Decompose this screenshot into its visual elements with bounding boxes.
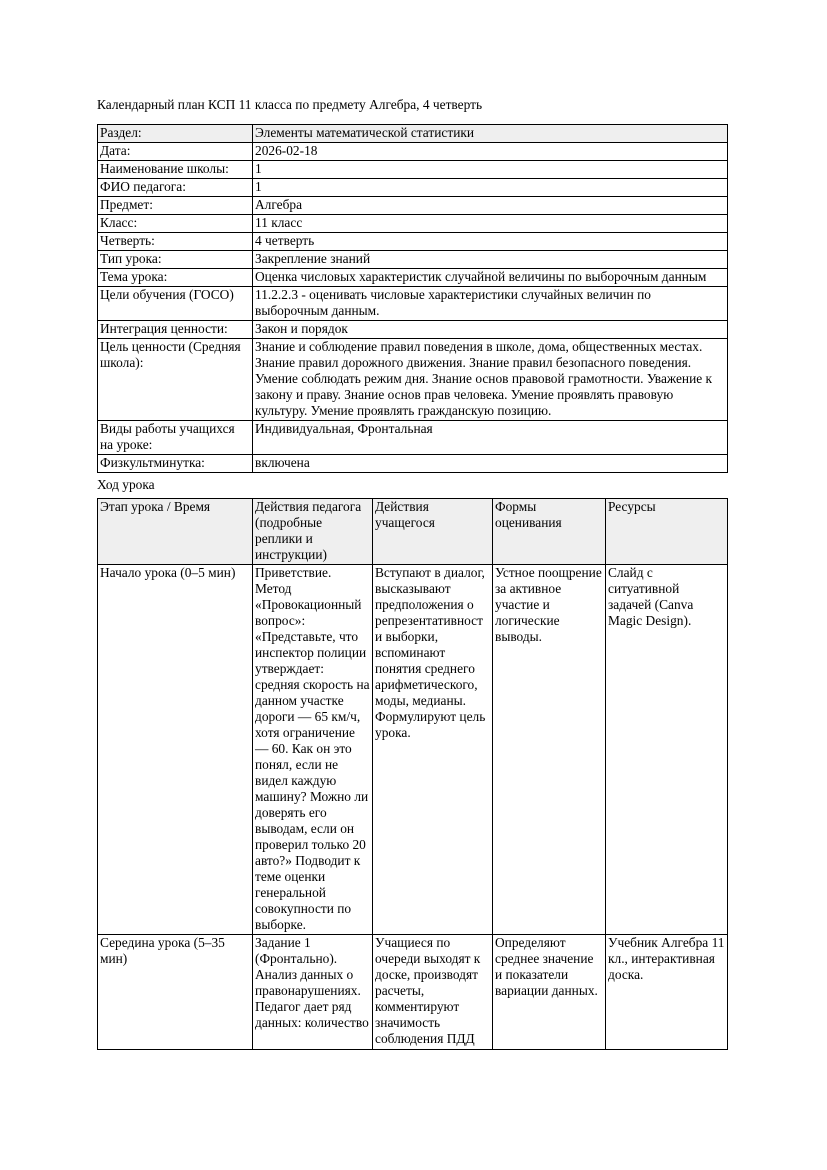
info-row — [98, 287, 728, 321]
info-label-cell: Четверть: — [98, 233, 253, 251]
info-value-cell: Алгебра — [253, 197, 728, 215]
info-label-cell: Раздел: — [98, 125, 253, 143]
column-header-teacher: Действия педагога (подробные реплики и инструкции) — [253, 499, 373, 565]
lesson-row — [98, 565, 728, 935]
info-label-cell: Цель ценности (Средняя школа): — [98, 339, 253, 421]
resources-cell: Учебник Алгебра 11 кл., интерактивная доска. — [606, 935, 728, 1050]
info-label-cell: Наименование школы: — [98, 161, 253, 179]
info-label-cell: Цели обучения (ГОСО) — [98, 287, 253, 321]
assessment-cell: Устное поощрение за активное участие и логические выводы. — [493, 565, 606, 935]
stage-cell: Начало урока (0–5 мин) — [98, 565, 253, 935]
info-label-cell: Класс: — [98, 215, 253, 233]
info-row — [98, 197, 728, 215]
info-row — [98, 421, 728, 455]
info-value-cell: 1 — [253, 179, 728, 197]
page-title: Календарный план КСП 11 класса по предмету Алгебра, 4 четверть — [97, 97, 483, 112]
lesson-row-clipped — [98, 935, 728, 1050]
info-label-cell: Виды работы учащихся на уроке: — [98, 421, 253, 455]
info-value-cell: 1 — [253, 161, 728, 179]
info-value-cell: Оценка числовых характеристик случайной величины по выборочным данным — [253, 269, 728, 287]
info-value-cell: Знание и соблюдение правил поведения в школе, дома, общественных местах. Знание правил дорожного движения. Знание правил безопасного поведения. Умение соблюдать режим дня. Знание основ правовой грамотности. Уважение к закону и праву. Знание основ прав человека. Умение проявлять правовую культуру. Умение проявлять гражданскую позицию. — [253, 339, 728, 421]
student-actions-cell: Учащиеся по очереди выходят к доске, производят расчеты, комментируют значимость соблюдения ПДД — [373, 935, 493, 1050]
column-header-stage: Этап урока / Время — [98, 499, 253, 565]
column-header-student: Действия учащегося — [373, 499, 493, 565]
info-value-cell: Закон и порядок — [253, 321, 728, 339]
info-label-cell: Тема урока: — [98, 269, 253, 287]
resources-cell: Слайд с ситуативной задачей (Canva Magic Design). — [606, 565, 728, 935]
info-label-cell: ФИО педагога: — [98, 179, 253, 197]
info-value-cell: 2026-02-18 — [253, 143, 728, 161]
info-label-cell: Тип урока: — [98, 251, 253, 269]
info-value-cell: 4 четверть — [253, 233, 728, 251]
info-label-cell: Дата: — [98, 143, 253, 161]
info-row — [98, 455, 728, 473]
info-value-cell: Индивидуальная, Фронтальная — [253, 421, 728, 455]
column-header-assessment: Формы оценивания — [493, 499, 606, 565]
info-row — [98, 233, 728, 251]
stage-cell: Середина урока (5–35 мин) — [98, 935, 253, 1050]
info-value-cell: 11 класс — [253, 215, 728, 233]
info-value-cell: включена — [253, 455, 728, 473]
info-row — [98, 161, 728, 179]
info-row — [98, 321, 728, 339]
teacher-actions-cell: Задание 1 (Фронтально). Анализ данных о правонарушениях. Педагог дает ряд данных: количество — [253, 935, 373, 1050]
info-value-cell: Закрепление знаний — [253, 251, 728, 269]
assessment-cell: Определяют среднее значение и показатели вариации данных. — [493, 935, 606, 1050]
info-value-cell: Элементы математической статистики — [253, 125, 728, 143]
lesson-flow-table — [97, 498, 728, 1050]
info-label-cell: Интеграция ценности: — [98, 321, 253, 339]
info-label-cell: Физкультминутка: — [98, 455, 253, 473]
info-label-cell: Предмет: — [98, 197, 253, 215]
info-row — [98, 339, 728, 421]
info-row — [98, 125, 728, 143]
column-header-resources: Ресурсы — [606, 499, 728, 565]
info-row — [98, 251, 728, 269]
info-row — [98, 215, 728, 233]
info-row — [98, 269, 728, 287]
lesson-header-row — [98, 499, 728, 565]
document-content — [97, 97, 727, 1050]
info-row — [98, 143, 728, 161]
info-row — [98, 179, 728, 197]
student-actions-cell: Вступают в диалог, высказывают предположения о репрезентативности выборки, вспоминают понятия среднего арифметического, моды, медианы. Формулируют цель урока. — [373, 565, 493, 935]
info-table — [97, 124, 728, 473]
info-value-cell: 11.2.2.3 - оценивать числовые характеристики случайных величин по выборочным данным. — [253, 287, 728, 321]
section-label: Ход урока — [97, 477, 155, 492]
teacher-actions-cell: Приветствие. Метод «Провокационный вопрос»: «Представьте, что инспектор полиции утверждает: средняя скорость на данном участке дороги — 65 км/ч, хотя ограничение — 60. Как он это понял, если не видел каждую машину? Можно ли доверять его выводам, если он проверил только 20 авто?» Подводит к теме оценки генеральной совокупности по выборке. — [253, 565, 373, 935]
